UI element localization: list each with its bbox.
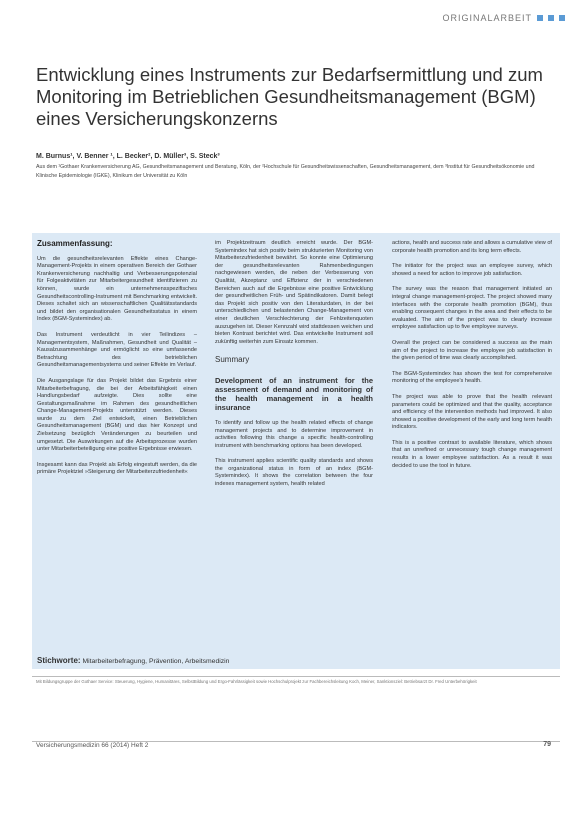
- summary-paragraph: Overall the project can be considered a success as the main aim of the project to increase the employee job satisfaction in the given period of time was clearly accomplished.: [392, 339, 552, 362]
- summary-subtitle: Development of an instrument for the assessment of demand and monitoring of the health management in a health insurance: [215, 375, 373, 412]
- summary-paragraph: The project was able to prove that the health relevant parameters could be optimized and that the quality, acceptance and efficiency of the intervention methods had improved. It also showed a positive development of the early and long term health indicators.: [392, 393, 552, 431]
- abstract-paragraph: Um die gesundheitsrelevanten Effekte eines Change-Management-Projekts in einem operativen Bereich der Gothaer Krankenversicherung nachhaltig und Verbesserungspotenzial für Folgeaktivitäten zur Mitarbeitergesundheit identifizieren zu können, wurde ein unternehmensspezifisches Gesundheitscontrolling-Instrument mit Benchmarking entwickelt. Dieses schaltet sich an wissenschaftlichen Qualitätsstandards und bildet den organisationalen Gesundheitsstatus in einem Index (BGM-Systemindex) ab.: [37, 255, 197, 323]
- footnote: Mit Bildungsgruppe der Gothaer Service: Steuerung, Hygiene, Humanitäres, SelbstBildung und Ergo-Fahrlässigkeit sowie Hochschulprojekt zur Fachbereichsleitung Koch, Meiner, Sanktionsziel: Betriebsarzt Dr. Fred Unterbehörigkeit: [36, 679, 477, 684]
- summary-paragraph: actions, health and success rate and allows a cumulative view of corporate health promotion and its long term effects.: [392, 240, 552, 254]
- summary-paragraph: The initiator for the project was an employee survey, which showed a need for action to improve job satisfaction.: [392, 263, 552, 277]
- keywords-label: Stichworte:: [37, 656, 81, 665]
- accent-square-icon: [548, 15, 554, 21]
- journal-citation: Versicherungsmedizin 66 (2014) Heft 2: [36, 742, 149, 749]
- abstract-paragraph: im Projektzeitraum deutlich erreicht wurde. Der BGM-Systemindex hat sich positiv beim strukturierten Monitoring von Mitarbeiterzufriedenheit bewährt. So konnte eine Optimierung der gesundheitsrelevanten Rahmenbedingungen nachgewiesen werden, die neben der Verbesserung von Qualität, Akzeptanz und Effizienz der in verschiedenen Bereichen auch auf die Ergebnisse eine positive Entwicklung der gesundheitlichen Früh- und Spätindikatoren. Damit belegt das Projekt sich positiv von den Literaturdaten, in der bei unterschiedlichen und belastenden Change-Management von einer deutlichen Verschlechterung der Fehlzeitenquoten auszugehen ist. Dieser Kennzahl wird stattdessen weichen und bieten Kontrast berichtet wird. Das entwickelte Instrument soll zukünftig weiterhin zum Einsatz kommen.: [215, 240, 373, 345]
- summary-paragraph: The BGM-Systemindex has shown the test for comprehensive monitoring of the employee's health.: [392, 370, 552, 385]
- keywords: [37, 656, 229, 665]
- article-title: Entwicklung eines Instruments zur Bedarfsermittlung und zum Monitoring im Betrieblichen Gesundheitsmanagement (BGM) eines Versicherungskonzerns: [36, 64, 543, 129]
- accent-square-icon: [537, 15, 543, 21]
- abstract-column-3: [392, 240, 552, 478]
- abstract-paragraph: Die Ausgangslage für das Projekt bildet das Ergebnis einer Mitarbeiterbefragung, die bei der Arbeitsfähigkeit einen Handlungsbedarf aufzeigte. Dies sollte eine Gestaltungsmaßnahme im Rahmen des gesundheitlichen Change-Management-Projekts unterstützt werden. Dieses wurde zu dem Ziel entwickelt, einen Betrieblichen Gesundheitsmanagement (BGM) und das hier Konzept und Zielsetzung bezüglich Veränderungen zu beurteilen und umgesetzt. Die Auswirkungen auf die Arbeitsprozesse wurden unter Mitarbeiterbeteiligung eine positive Ergebnisse erwiesen.: [37, 377, 197, 453]
- abstract-column-1: [37, 240, 197, 485]
- authors: M. Burnus¹, V. Benner ¹, L. Becker², D. Müller³, S. Steck³: [36, 153, 220, 160]
- abstract-paragraph: Das Instrument verdeutlicht in vier Teilindizes – Managementsystem, Maßnahmen, Gesundheit und Qualität – Kausalzusammenhänge und ermöglicht so eine umfassende Betrachtung des betrieblichen Gesundheitsmanagementsystems und seiner Effekte im Verlauf.: [37, 331, 197, 369]
- section-header: [442, 13, 565, 23]
- divider: [32, 676, 560, 677]
- affiliation: Aus dem ¹Gothaer Krankenversicherung AG, Gesundheitsmanagement und Beratung, Köln, der ²Hochschule für Gesundheitswissenschaften, Gesundheitsmanagement, dem ³Institut für Gesundheitsökonomie und Klinische Epidemiologie (IGKE), Klinikum der Universität zu Köln: [36, 164, 535, 179]
- summary-paragraph: To identify and follow up the health related effects of change management projects and to determine improvement in activities following this change a specific health-controlling instrument with benchmarking options has been developed.: [215, 419, 373, 449]
- summary-heading: Summary: [215, 355, 250, 365]
- zusammenfassung-heading: Zusammenfassung:: [37, 239, 113, 248]
- summary-paragraph: This is a positive contrast to available literature, which shows that an unrefined or unnecessary tough change management results in a lower employee satisfaction. As a result it was decided to use the tool in future.: [392, 439, 552, 469]
- accent-square-icon: [559, 15, 565, 21]
- abstract-column-2: [215, 240, 373, 497]
- abstract-paragraph: Insgesamt kann das Projekt als Erfolg eingestuft werden, da die primäre Projektziel »Steigerung der Mitarbeiterzufriedenheit«: [37, 461, 197, 476]
- page-number: 79: [543, 741, 551, 748]
- summary-paragraph: This instrument applies scientific quality standards and shows the organizational status in form of an index (BGM-Systemindex). It shows the correlation between the four indexes management system, health related: [215, 458, 373, 488]
- summary-paragraph: The survey was the reason that management initiated an integral change management-project. The project showed many interfaces with the corporate health promotion (BGM), thus enabling consequent changes in the area and their effects to be evaluated. The aim of the project was to clearly increase employee satisfaction up to five employee surveys.: [392, 286, 552, 331]
- keywords-text: Mitarbeiterbefragung, Prävention, Arbeitsmedizin: [82, 658, 230, 665]
- section-label: ORIGINALARBEIT: [442, 13, 532, 23]
